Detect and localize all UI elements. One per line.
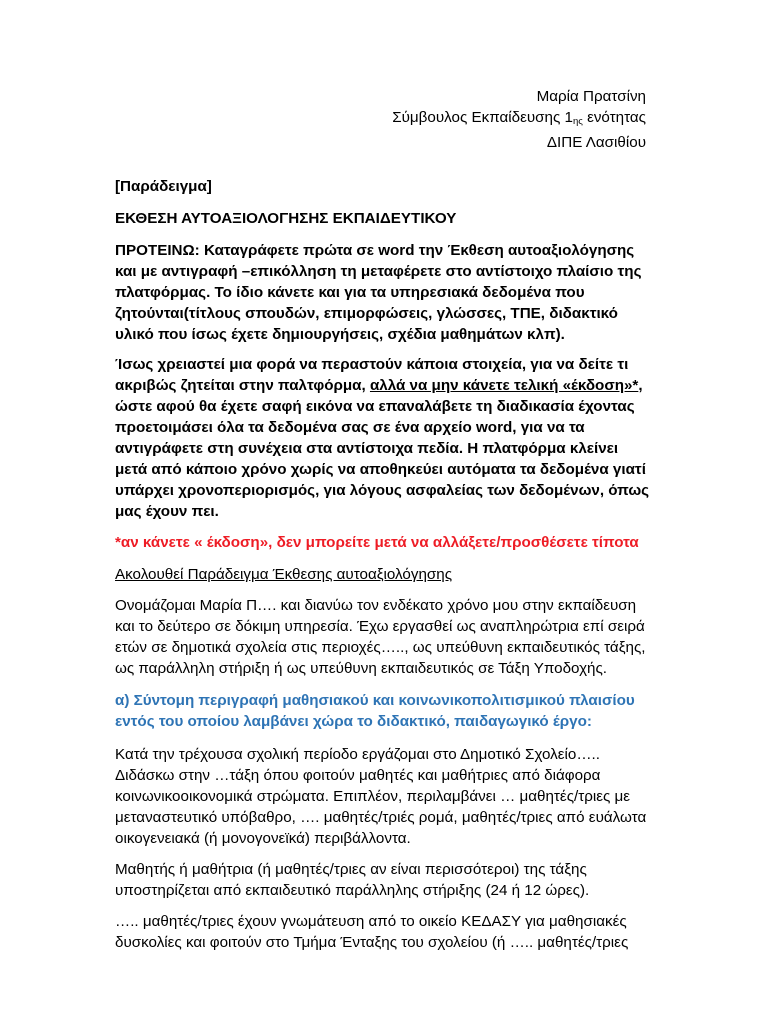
author-header xyxy=(115,86,646,153)
platform-note-paragraph xyxy=(115,354,654,522)
intro-paragraph: Ονομάζομαι Μαρία Π…. και διανύω τον ενδέκατο χρόνο μου στην εκπαίδευση και το δεύτερο σε δόκιμη υπηρεσία. Έχω εργασθεί ως αναπληρώτρια επί σειρά ετών σε δημοτικά σχολεία στις περιοχές….., ως υπεύθυνη εκπαιδευτικός τάξης, ως παράλληλη στήριξη ή ως υπεύθυνη εκπαιδευτικός σε Τάξη Υποδοχής. xyxy=(115,597,646,677)
author-role-subscript: ης xyxy=(572,116,583,127)
report-title: ΕΚΘΕΣΗ ΑΥΤΟΑΞΙΟΛΟΓΗΣΗΣ ΕΚΠΑΙΔΕΥΤΙΚΟΥ xyxy=(115,210,457,227)
body-paragraph: Κατά την τρέχουσα σχολική περίοδο εργάζομαι στο Δημοτικό Σχολείο….. Διδάσκω στην …τάξη όπου φοιτούν μαθητές και μαθήτριες από διάφορα κοινωνικοοικονομικά στρώματα. Επιπλέον, περιλαμβάνει … μαθητές/τριες με μεταναστευτικό υπόβαθρο, …. μαθητές/τριές ρομά, μαθητές/τριες από ευάλωτα οικογενειακά (ή μονογονεϊκά) περιβάλλοντα. xyxy=(115,746,647,847)
finalize-warning: *αν κάνετε « έκδοση», δεν μπορείτε μετά να αλλάξετε/προσθέσετε τίποτα xyxy=(115,534,639,551)
author-role-suffix: ενότητας xyxy=(582,109,646,126)
platform-note-underlined: αλλά να μην κάνετε τελική «έκδοση»* xyxy=(369,377,639,394)
author-office: ΔΙΠΕ Λασιθίου xyxy=(546,134,646,151)
proposal-paragraph: ΠΡΟΤΕΙΝΩ: Καταγράφετε πρώτα σε word την Έκθεση αυτοαξιολόγησης και με αντιγραφή –επικόλληση τη μεταφέρετε στο αντίστοιχο πλαίσιο της πλατφόρμας. Το ίδιο κάνετε και για τα υπηρεσιακά δεδομένα που ζητούνται(τίτλους σπουδών, επιμορφώσεις, γλώσσες, ΤΠΕ, διδακτικό υλικό που ίσως έχετε δημιουργήσεις, σχέδια μαθημάτων κλπ). xyxy=(115,242,642,343)
author-name: Μαρία Πρατσίνη xyxy=(536,88,646,105)
platform-note-text: Ίσως χρειαστεί μια φορά να περαστούν κάποια στοιχεία, για να δείτε τι ακριβώς ζητείται στην παλτφόρμα, xyxy=(115,356,629,394)
author-role xyxy=(115,107,646,132)
section-a-heading: α) Σύντομη περιγραφή μαθησιακού και κοινωνικοπολιτισμικού πλαισίου εντός του οποίου λαμβάνει χώρα το διδακτικό, παιδαγωγικό έργο: xyxy=(115,692,635,730)
body-paragraph: ….. μαθητές/τριες έχουν γνωμάτευση από το οικείο ΚΕΔΑΣΥ για μαθησιακές δυσκολίες και φοιτούν στο Τμήμα Ένταξης του σχολείου (ή ….. μαθητές/τριες xyxy=(115,913,629,951)
example-tag: [Παράδειγμα] xyxy=(115,178,212,195)
author-role-prefix: Σύμβουλος Εκπαίδευσης 1 xyxy=(392,109,573,126)
body-paragraph: Μαθητής ή μαθήτρια (ή μαθητές/τριες αν είναι περισσότεροι) της τάξης υποστηρίζεται από εκπαιδευτικό παράλληλης στήριξης (24 ή 12 ώρες). xyxy=(115,861,590,899)
example-heading: Ακολουθεί Παράδειγμα Έκθεσης αυτοαξιολόγησης xyxy=(115,566,453,583)
platform-note-text-continued: , ώστε αφού θα έχετε σαφή εικόνα να επαναλάβετε τη διαδικασία έχοντας προετοιμάσει όλα τα δεδομένα σας σε ένα αρχείο word, για να τα αντιγράφετε στη συνέχεια στα αντίστοιχα πεδία. Η πλατφόρμα κλείνει μετά από κάποιο χρόνο χωρίς να αποθηκεύει αυτόματα τα δεδομένα γιατί υπάρχει χρονοπεριορισμός, για λόγους ασφαλείας των δεδομένων, όπως μας έχουν πει. xyxy=(115,377,650,520)
